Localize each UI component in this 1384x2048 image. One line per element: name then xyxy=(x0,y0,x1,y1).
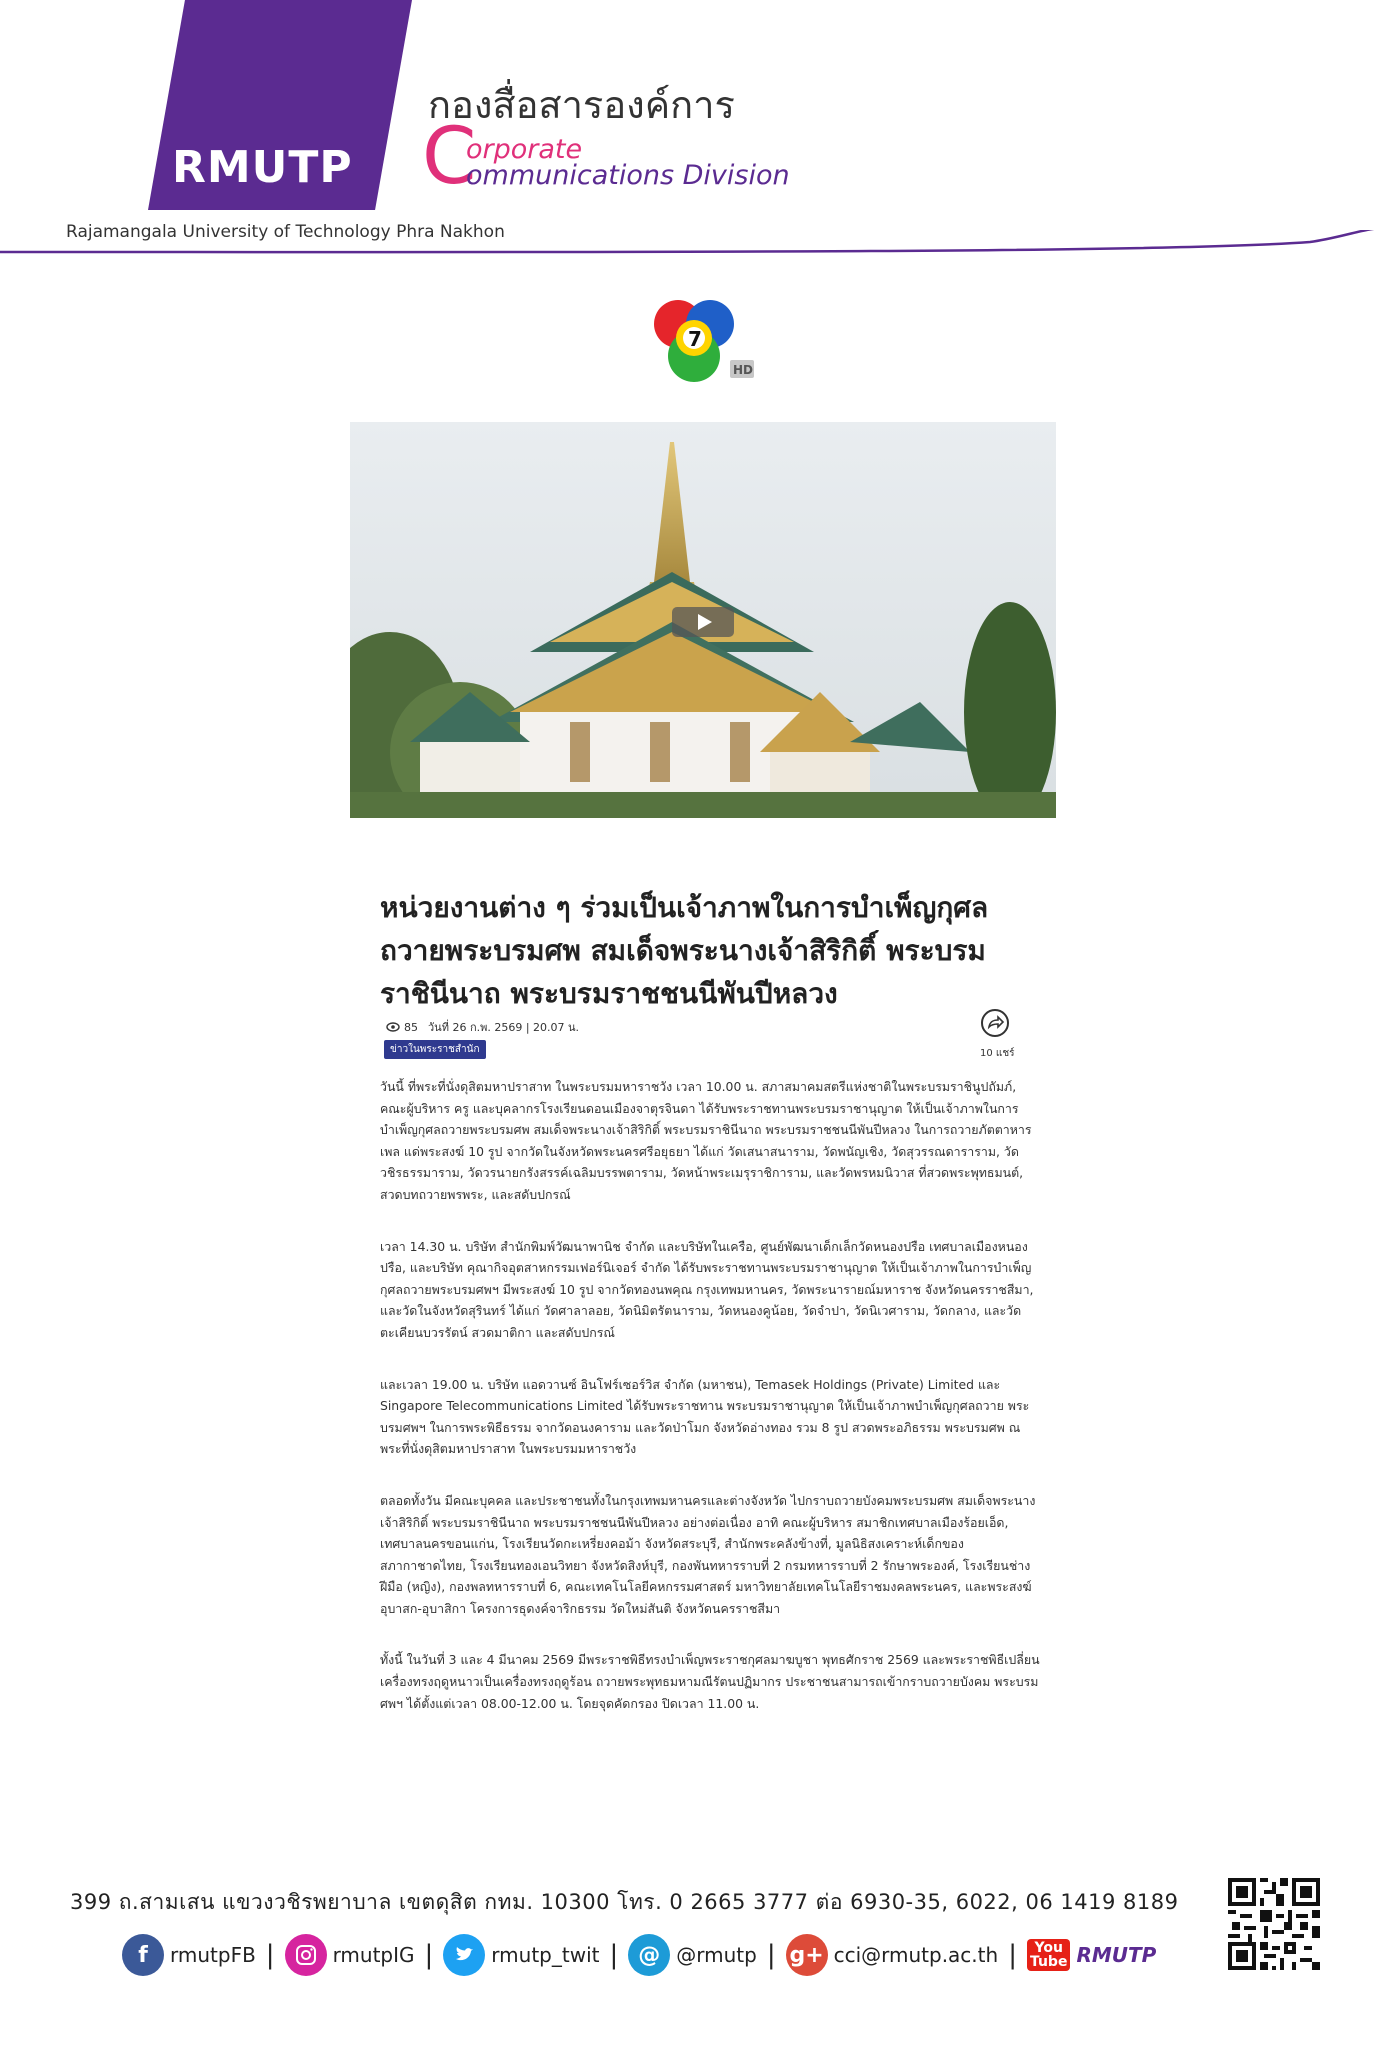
header-divider-line xyxy=(0,230,1384,290)
separator: | xyxy=(609,1940,619,1970)
article-body xyxy=(380,1076,1040,1744)
share-count: 10 แชร์ xyxy=(980,1048,1015,1059)
division-name-eng-line2: ommunications Division xyxy=(466,160,790,191)
category-tag[interactable]: ข่าวในพระราชสำนัก xyxy=(384,1040,486,1059)
email-address: cci@rmutp.ac.th xyxy=(833,1943,999,1967)
division-logo-letter: C xyxy=(422,112,477,202)
twitter-icon xyxy=(443,1934,485,1976)
article-paragraph: และเวลา 19.00 น. บริษัท แอดวานซ์ อินโฟร์เซอร์วิส จำกัด (มหาชน), Temasek Holdings (Private) Limited และ Singapore Telecommunications Limited ได้รับพระราชทาน พระบรมราชานุญาต ให้เป็นเจ้าภาพบำเพ็ญกุศลถวาย พระบรมศพฯ ในการพระพิธีธรรม จากวัดอนงคาราม และวัดป่าโมก จังหวัดอ่างทอง รวม 8 รูป สวดพระอภิธรรม พระบรมศพ ณ พระที่นั่งดุสิตมหาปราสาท ในพระบรมมหาราชวัง xyxy=(380,1376,1030,1457)
separator: | xyxy=(1008,1940,1017,1970)
article-paragraph: ทั้งนี้ ในวันที่ 3 และ 4 มีนาคม 2569 มีพระราชพิธีทรงบำเพ็ญพระราชกุศลมาฆบูชา พุทธศักราช 2569 และพระราชพิธีเปลี่ยนเครื่องทรงฤดูหนาวเป็นเครื่องทรงฤดูร้อน ถวายพระพุทธมหามณีรัตนปฏิมากร ประชาชนสามารถเข้ากราบถวายบังคม พระบรมศพฯ ได้ตั้งแต่เวลา 08.00-12.00 น. โดยจุดคัดกรอง ปิดเวลา 11.00 น. xyxy=(380,1652,1040,1711)
rmutp-logo-text: RMUTP xyxy=(172,142,353,193)
division-name-thai: กองสื่อสารองค์การ xyxy=(428,83,735,127)
division-name-eng-line1: orporate xyxy=(466,134,583,165)
footer-social-bar xyxy=(122,1932,1156,1978)
hero-video-thumbnail[interactable] xyxy=(350,422,1056,818)
university-name: Rajamangala University of Technology Phra Nakhon xyxy=(66,222,505,242)
line-at-icon: @ xyxy=(628,1934,670,1976)
channel-7-number: 7 xyxy=(688,327,702,351)
facebook-link[interactable] xyxy=(122,1934,256,1976)
article-meta xyxy=(386,1018,579,1036)
share-icon[interactable] xyxy=(980,1008,1010,1038)
article-paragraph: ตลอดทั้งวัน มีคณะบุคคล และประชาชนทั้งในกรุงเทพมหานครและต่างจังหวัด ไปกราบถวายบังคมพระบรมศพ สมเด็จพระนางเจ้าสิริกิติ์ พระบรมราชินีนาถ พระบรมราชชนนีพันปีหลวง อย่างต่อเนื่อง อาทิ คณะผู้บริหาร สมาชิกเทศบาลเมืองร้อยเอ็ด, เทศบาลนครขอนแก่น, โรงเรียนวัดกะเหรี่ยงคอม้า จังหวัดสระบุรี, สำนักพระคลังข้างที่, มูลนิธิสงเคราะห์เด็กของสภากาชาดไทย, โรงเรียนทองเอนวิทยา จังหวัดสิงห์บุรี, กองพันทหารราบที่ 2 กรมทหารราบที่ 2 รักษาพระองค์, โรงเรียนช่างฝีมือ (หญิง), กองพลทหารราบที่ 6, คณะเทคโนโลยีคหกรรมศาสตร์ มหาวิทยาลัยเทคโนโลยีราชมงคลพระนคร, และพระสงฆ์ อุบาสก-อุบาสิกา โครงการธุดงค์จาริกธรรม วัดใหม่สันติ จังหวัดนครราชสีมา xyxy=(380,1492,1036,1616)
article-paragraph: วันนี้ ที่พระที่นั่งดุสิตมหาปราสาท ในพระบรมมหาราชวัง เวลา 10.00 น. สภาสมาคมสตรีแห่งชาติในพระบรมราชินูปถัมภ์, คณะผู้บริหาร ครู และบุคลากรโรงเรียนดอนเมืองจาตุรจินดา ได้รับพระราชทานพระบรมราชานุญาต ให้เป็นเจ้าภาพในการบำเพ็ญกุศลถวายพระบรมศพ สมเด็จพระนางเจ้าสิริกิติ์ พระบรมราชินีนาถ พระบรมราชชนนีพันปีหลวง ในการถวายภัตตาหารเพล แด่พระสงฆ์ 10 รูป จากวัดในจังหวัดพระนครศรีอยุธยา ได้แก่ วัดเสนาสนาราม, วัดพนัญเชิง, วัดสุวรรณดาราราม, วัดวชิรธรรมาราม, วัดวรนายกรังสรรค์เฉลิมบรรพตาราม, วัดหน้าพระเมรุราชิการาม, และวัดพรหมนิวาส ที่สวดพระพุทธมนต์, สวดบทถวายพรพระ, และสดับปกรณ์ xyxy=(380,1079,1032,1202)
article-headline: หน่วยงานต่าง ๆ ร่วมเป็นเจ้าภาพในการบำเพ็ญกุศลถวายพระบรมศพ สมเด็จพระนางเจ้าสิริกิติ์ พระบรมราชินีนาถ พระบรมราชชนนีพันปีหลวง xyxy=(380,891,989,1010)
youtube-link[interactable] xyxy=(1027,1939,1156,1971)
line-handle: @rmutp xyxy=(676,1943,757,1967)
twitter-handle: rmutp_twit xyxy=(491,1943,600,1967)
eye-icon xyxy=(386,1020,400,1034)
youtube-icon xyxy=(1027,1939,1071,1971)
separator: | xyxy=(424,1940,434,1970)
instagram-icon xyxy=(285,1934,327,1976)
publish-date: วันที่ 26 ก.พ. 2569 | 20.07 น. xyxy=(428,1021,580,1034)
instagram-link[interactable] xyxy=(285,1934,415,1976)
temple-illustration xyxy=(350,422,1056,818)
twitter-link[interactable] xyxy=(443,1934,599,1976)
google-plus-icon: g+ xyxy=(786,1934,828,1976)
view-count: 85 xyxy=(404,1020,418,1034)
youtube-logo-bottom: Tube xyxy=(1029,1954,1068,1970)
facebook-icon: f xyxy=(122,1934,164,1976)
separator: | xyxy=(265,1940,275,1970)
line-link[interactable] xyxy=(628,1934,757,1976)
separator: | xyxy=(766,1940,776,1970)
hd-badge: HD xyxy=(733,363,754,377)
footer-address: 399 ถ.สามเสน แขวงวชิรพยาบาล เขตดุสิต กทม. 10300 โทร. 0 2665 3777 ต่อ 6930-35, 6022, 06 1419 8189 xyxy=(70,1890,1179,1914)
youtube-channel: RMUTP xyxy=(1076,1943,1157,1967)
instagram-handle: rmutpIG xyxy=(332,1943,415,1967)
email-link[interactable] xyxy=(786,1934,999,1976)
article-paragraph: เวลา 14.30 น. บริษัท สำนักพิมพ์วัฒนาพานิช จำกัด และบริษัทในเครือ, ศูนย์พัฒนาเด็กเล็กวัดหนองปรือ เทศบาลเมืองหนองปรือ, และบริษัท คุณากิจอุตสาหกรรมเฟอร์นิเจอร์ จำกัด ได้รับพระราชทานพระบรมราชานุญาต ให้เป็นเจ้าภาพในการบำเพ็ญกุศลถวายพระบรมศพฯ มีพระสงฆ์ 10 รูป จากวัดทองนพคุณ กรุงเทพมหานคร, วัดพระนารายณ์มหาราช จังหวัดนครราชสีมา, และวัดในจังหวัดสุรินทร์ ได้แก่ วัดศาลาลอย, วัดนิมิตรัตนาราม, วัดหนองคูน้อย, วัดจำปา, วัดนิเวศาราม, วัดกลาง, และวัดตะเคียนบวรรัตน์ สวดมาติกา และสดับปกรณ์ xyxy=(380,1238,1034,1340)
channel-7-logo xyxy=(638,290,768,400)
qr-code xyxy=(1228,1878,1320,1970)
facebook-handle: rmutpFB xyxy=(170,1943,256,1967)
youtube-logo-top: You xyxy=(1034,1940,1063,1956)
